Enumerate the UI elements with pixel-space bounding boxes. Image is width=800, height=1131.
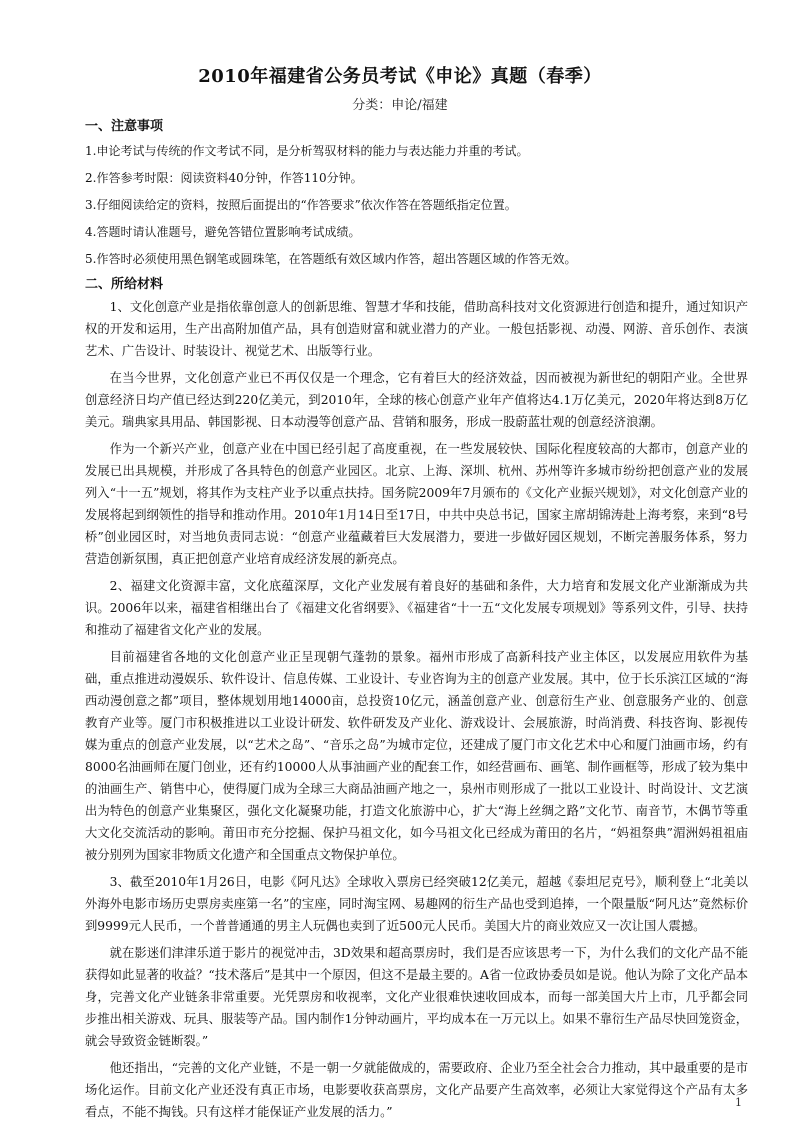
page-number: 1 (735, 1096, 742, 1109)
material-paragraph: 1、文化创意产业是指依靠创意人的创新思维、智慧才华和技能，借助高科技对文化资源进行创造和提升，通过知识产权的开发和运用，生产出高附加值产品，具有创造财富和就业潜力的产业。一般包括影视、动漫、网游、音乐创作、表演艺术、广告设计、时装设计、视觉艺术、出版等行业。 (85, 300, 748, 358)
material-paragraph: 他还指出，“完善的文化产业链，不是一朝一夕就能做成的，需要政府、企业乃至全社会合力推动，其中最重要的是市场化运作。目前文化产业还没有真正市场，电影要收获高票房，文化产品要产生高效率，必须让大家觉得这个产品有太多看点，不能不掏钱。只有这样才能保证产业发展的活力。” (85, 1061, 748, 1119)
material-paragraph: 2、福建文化资源丰富，文化底蕴深厚，文化产业发展有着良好的基础和条件，大力培育和发展文化产业渐渐成为共识。2006年以来，福建省相继出台了《福建文化省纲要》、《福建省“十一五“文化发展专项规划》等系列文件，引导、扶持和推动了福建省文化产业的发展。 (85, 579, 748, 637)
page-title: 2010年福建省公务员考试《申论》真题（春季） (198, 66, 602, 87)
material-paragraph: 就在影迷们津津乐道于影片的视觉冲击，3D效果和超高票房时，我们是否应该思考一下，为什么我们的文化产品不能获得如此显著的收益？“技术落后”是其中一个原因，但这不是最主要的。A省一位政协委员如是说。他认为除了文化产品本身，完善文化产业链条非常重要。光凭票房和收视率，文化产业很难快速收回成本，而每一部美国大片上市，几乎都会同步推出相关游戏、玩具、服装等产品。国内制作1分钟动画片，平均成本在一万元以上。如果不靠衍生产品尽快回笼资金，就会导致资金链断裂。” (85, 946, 748, 1048)
section-heading-materials: 二、所给材料 (85, 277, 164, 292)
category-label: 分类：申论/福建 (352, 98, 448, 113)
material-paragraph: 在当今世界，文化创意产业已不再仅仅是一个理念，它有着巨大的经济效益，因而被视为新世纪的朝阳产业。全世界创意经济日均产值已经达到220亿美元，到2010年，全球的核心创意产业年产值将达4.1万亿美元，2020年将达到8万亿美元。瑞典家具用品、韩国影视、日本动漫等创意产品、营销和服务，形成一股蔚蓝壮观的创意经济浪潮。 (85, 371, 748, 429)
note-item: 1.申论考试与传统的作文考试不同，是分析驾驭材料的能力与表达能力并重的考试。 (85, 144, 529, 158)
section-heading-notes: 一、注意事项 (85, 119, 164, 134)
note-item: 2.作答参考时限：阅读资料40分钟，作答110分钟。 (85, 171, 363, 185)
note-item: 3.仔细阅读给定的资料，按照后面提出的“作答要求”依次作答在答题纸指定位置。 (85, 198, 517, 212)
document-body (85, 115, 748, 1128)
material-paragraph: 目前福建省各地的文化创意产业正呈现朝气蓬勃的景象。福州市形成了高新科技产业主体区，以发展应用软件为基础，重点推进动漫娱乐、软件设计、信息传媒、工业设计、专业咨询为主的创意产业发展。其中，位于长乐滨江区域的“海西动漫创意之都”项目，整体规划用地14000亩，总投资10亿元，涵盖创意产业、创意衍生产业、创意服务产业的、创意教育产业等。厦门市积极推进以工业设计研发、软件研发及产业化、游戏设计、会展旅游，时尚消费、科技咨询、影视传媒为重点的创意产业发展，以“艺术之岛”、“音乐之岛”为城市定位，还建成了厦门市文化艺术中心和厦门油画市场，约有8000名油画师在厦门创业，还有约10000人从事油画产业的配套工作，如经营画布、画笔、制作画框等，形成了较为集中的油画生产、销售中心，使得厦门成为全球三大商品油画产地之一，泉州市则形成了一批以工业设计、时尚设计、文艺演出为特色的创意产业集聚区，强化文化凝聚功能，打造文化旅游中心，扩大“海上丝绸之路”文化节、南音节，木偶节等重大文化交流活动的影响。莆田市充分挖掘、保护马祖文化，如今马祖文化已经成为莆田的名片，“妈祖祭典”湄洲妈祖祖庙被分别列为国家非物质文化遗产和全国重点文物保护单位。 (85, 650, 748, 862)
material-paragraph: 3、截至2010年1月26日，电影《阿凡达》全球收入票房已经突破12亿美元，超越《泰坦尼克号》，顺利登上“北美以外海外电影市场历史票房卖座第一名”的宝座，同时淘宝网、易趣网的衍生产品也受到追捧，一个限量版“阿凡达”竟然标价到9999元人民币，一个普普通通的男主人玩偶也卖到了近500元人民币。美国大片的商业效应又一次让国人震撼。 (85, 875, 748, 933)
note-item: 4.答题时请认准题号，避免答错位置影响考试成绩。 (85, 225, 361, 239)
note-item: 5.作答时必须使用黑色钢笔或圆珠笔，在答题纸有效区域内作答，超出答题区域的作答无效。 (85, 252, 577, 266)
material-paragraph: 作为一个新兴产业，创意产业在中国已经引起了高度重视，在一些发展较快、国际化程度较高的大都市，创意产业的发展已出具规模，并形成了各具特色的创意产业园区。北京、上海、深圳、杭州、苏州等许多城市纷纷把创意产业的发展列入“十一五”规划，将其作为支柱产业予以重点扶持。国务院2009年7月颁布的《文化产业振兴规划》，对文化创意产业的发展将起到纲领性的指导和推动作用。2010年1月14日至17日，中共中央总书记，国家主席胡锦涛赴上海考察，来到“8号桥”创业园区时，对当地负责同志说：“创意产业蕴藏着巨大发展潜力，要进一步做好园区规划，不断完善服务体系，努力营造创新氛围，真正把创意产业培育成经济发展的新亮点。 (85, 442, 748, 566)
